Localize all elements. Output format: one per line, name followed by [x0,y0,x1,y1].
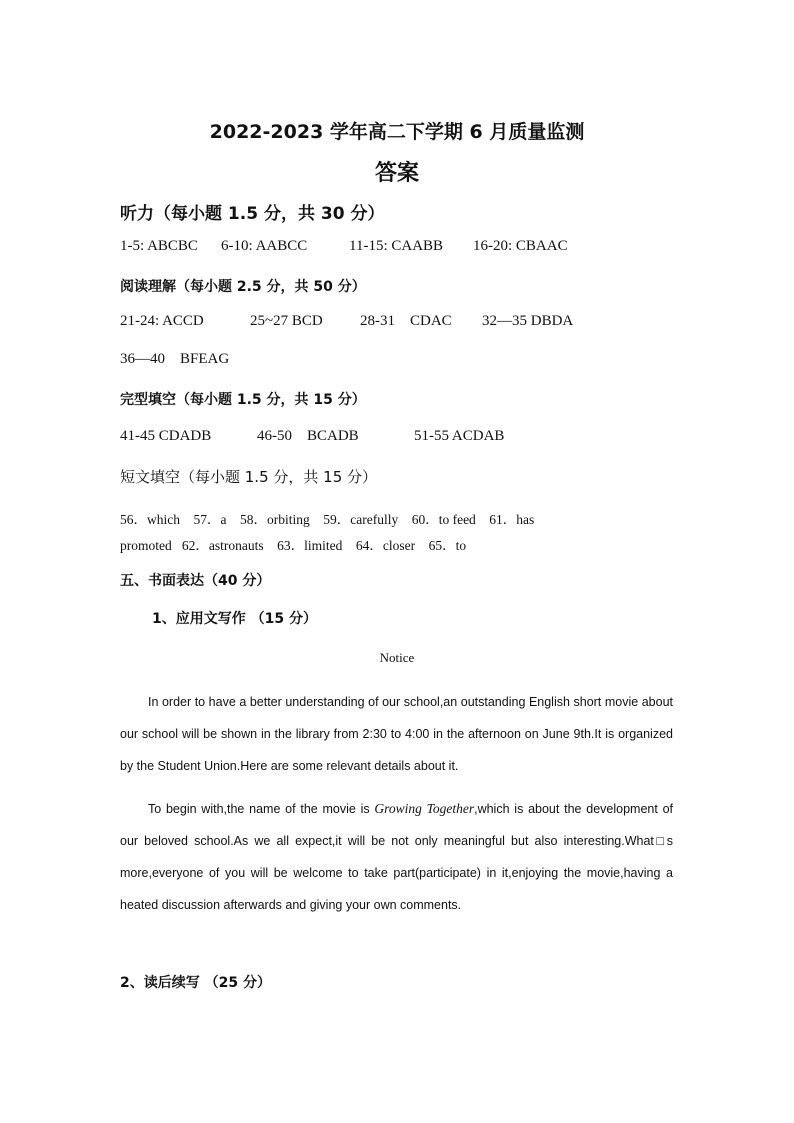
notice-paragraph-2 [120,793,673,921]
reading-answer: 36—40 BFEAG [120,351,230,367]
listening-answer: 11-15: CAABB [349,238,444,254]
page-title: 2022-2023 学年高二下学期 6 月质量监测 [209,121,585,143]
writing-heading: 五、书面表达（40 分） [120,573,271,589]
cloze-answer: 46-50 BCADB [257,428,359,444]
listening-answer: 16-20: CBAAC [473,238,568,254]
reading-answer: 21-24: ACCD [120,313,204,329]
page-subtitle: 答案 [374,161,419,186]
grammar-fill-line-1: 56．which 57．a 58．orbiting 59．carefully 60．to feed 61．has [120,512,535,527]
para2-text-after: ,which is about the development of our beloved school.As we all expect,it will be not only meaningful but also interesting.What□s more,everyone of you will be welcome to take part(participate) in it,enjoying the movie,having a heated discussion afterwards and giving your own comments. [120,802,674,912]
writing-part1-heading: 1、应用文写作 （15 分） [152,611,317,627]
notice-paragraph-1: In order to have a better understanding of our school,an outstanding English short movie about our school will be shown in the library from 2:30 to 4:00 in the afternoon on June 9th.It is organized by the Student Union.Here are some relevant details about it. [120,695,673,773]
reading-answer: 32—35 DBDA [482,313,574,329]
listening-answer: 6-10: AABCC [221,238,308,254]
grammar-fill-heading: 短文填空（每小题 1.5 分，共 15 分） [120,468,378,486]
reading-answer: 25~27 BCD [250,313,323,329]
para2-text-before: To begin with,the name of the movie is [148,802,375,816]
movie-title: Growing Together [374,801,475,816]
cloze-answer: 51-55 ACDAB [414,428,505,444]
cloze-answer: 41-45 CDADB [120,428,212,444]
cloze-heading: 完型填空（每小题 1.5 分，共 15 分） [120,392,366,408]
listening-heading: 听力（每小题 1.5 分，共 30 分） [120,204,385,224]
writing-part2-heading: 2、读后续写 （25 分） [120,975,271,991]
listening-answer: 1-5: ABCBC [120,238,198,254]
reading-heading: 阅读理解（每小题 2.5 分，共 50 分） [120,279,366,295]
reading-answer: 28-31 CDAC [360,313,452,329]
grammar-fill-line-2: promoted 62．astronauts 63．limited 64．closer 65．to [120,538,467,553]
notice-title: Notice [379,650,415,665]
